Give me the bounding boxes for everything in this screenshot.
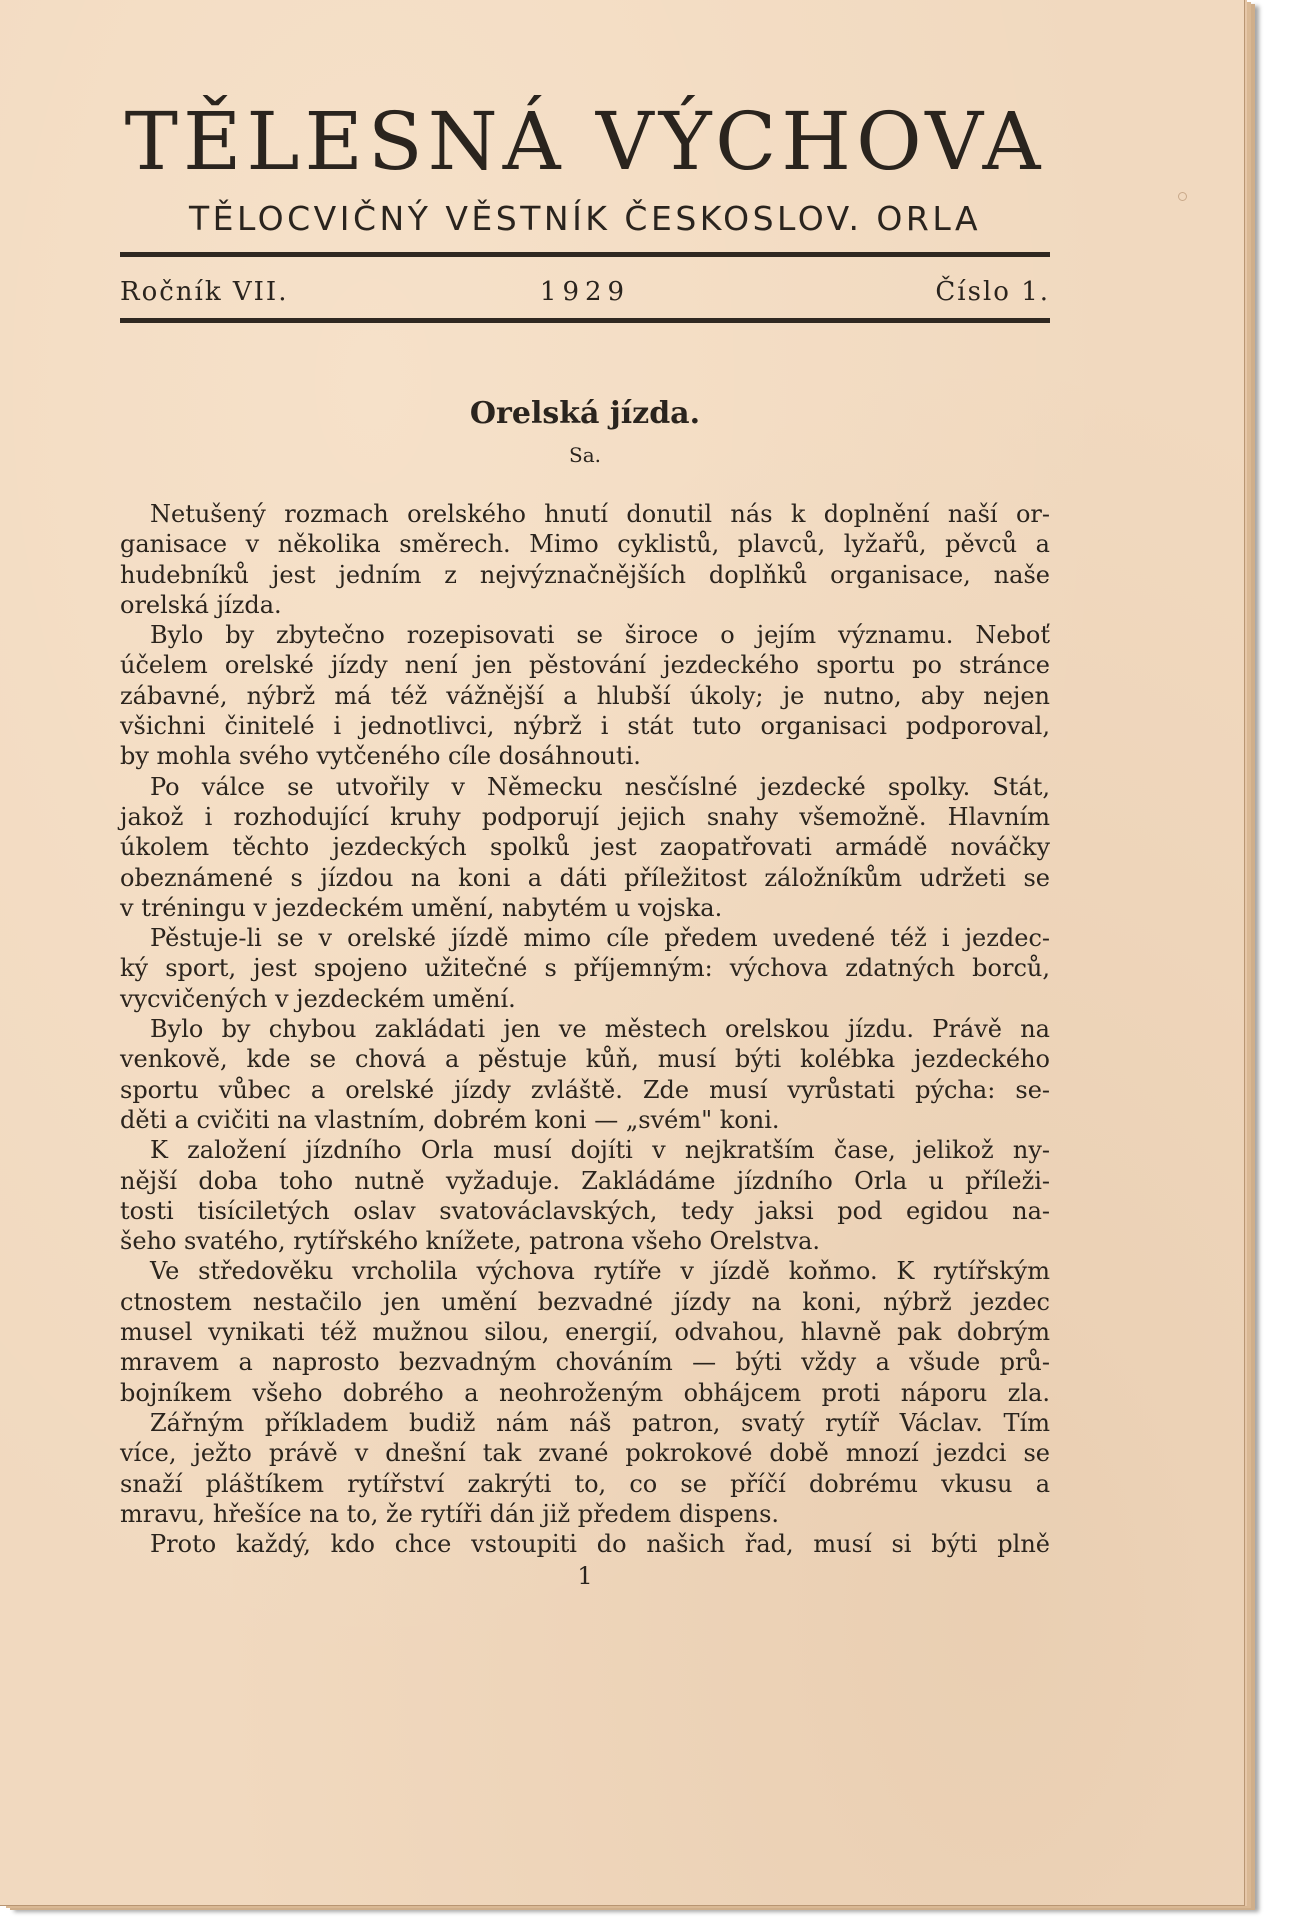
body-line: více, ježto právě v dnešní tak zvané pokrokové době mnozí jezdci se bbox=[120, 1439, 1050, 1468]
masthead-subtitle: TĚLOCVIČNÝ VĚSTNÍK ČESKOSLOV. ORLA bbox=[188, 199, 982, 238]
body-line: sportu vůbec a orelské jízdy zvláště. Zde musí vyrůstati pýcha: se- bbox=[120, 1075, 1050, 1104]
issue-year: 1929 bbox=[539, 277, 631, 307]
body-line: účelem orelské jízdy není jen pěstování jezdeckého sportu po stránce bbox=[120, 651, 1050, 680]
body-line: K založení jízdního Orla musí dojíti v nejkratším čase, jelikož ny- bbox=[150, 1136, 1050, 1165]
article-title: Orelská jízda. bbox=[469, 396, 701, 431]
body-line: Pěstuje-li se v orelské jízdě mimo cíle předem uvedené též i jezdec- bbox=[150, 924, 1050, 953]
body-line: by mohla svého vytčeného cíle dosáhnouti. bbox=[120, 742, 641, 771]
punch-hole-mark bbox=[1178, 192, 1187, 201]
masthead-title: TĚLESNÁ VÝCHOVA bbox=[124, 95, 1046, 188]
body-line: Bylo by chybou zakládati jen ve městech orelskou jízdu. Právě na bbox=[150, 1015, 1050, 1044]
body-line: orelská jízda. bbox=[120, 590, 282, 619]
body-line: Po válce se utvořily v Německu nesčíslné jezdecké spolky. Stát, bbox=[150, 772, 1050, 801]
body-line: ctnostem nestačilo jen umění bezvadné jízdy na koni, nýbrž jezdec bbox=[120, 1287, 1050, 1316]
body-line: mravu, hřešíce na to, že rytíři dán již předem dispens. bbox=[120, 1499, 780, 1528]
issue-number: Číslo 1. bbox=[935, 277, 1050, 307]
body-line: v tréningu v jezdeckém umění, nabytém u vojska. bbox=[120, 893, 723, 922]
body-line: ký sport, jest spojeno užitečné s příjemným: výchova zdatných borců, bbox=[120, 954, 1050, 983]
body-line: venkově, kde se chová a pěstuje kůň, musí býti kolébka jezdeckého bbox=[120, 1045, 1050, 1074]
body-line: Netušený rozmach orelského hnutí donutil nás k doplnění naší or- bbox=[150, 500, 1050, 528]
body-line: děti a cvičiti na vlastním, dobrém koni — „svém" koni. bbox=[120, 1105, 780, 1134]
body-line: všichni činitelé i jednotlivci, nýbrž i stát tuto organisaci podporoval, bbox=[120, 712, 1050, 741]
masthead-rule-bottom bbox=[120, 318, 1050, 323]
body-line: obeznámené s jízdou na koni a dáti příležitost záložníkům udržeti se bbox=[120, 863, 1050, 892]
body-line: vycvičených v jezdeckém umění. bbox=[120, 984, 516, 1013]
body-line: nější doba toho nutně vyžaduje. Zakládáme jízdního Orla u příleži- bbox=[120, 1166, 1050, 1195]
issue-volume: Ročník VII. bbox=[120, 277, 289, 307]
body-line: Proto každý, kdo chce vstoupiti do našich řad, musí si býti plně bbox=[150, 1530, 1050, 1559]
body-line: tosti tisíciletých oslav svatováclavských, tedy jaksi pod egidou na- bbox=[120, 1196, 1050, 1225]
body-line: mravem a naprosto bezvadným chováním — býti vždy a všude prů- bbox=[120, 1348, 1050, 1377]
body-line: snaží pláštíkem rytířství zakrýti to, co se příčí dobrému vkusu a bbox=[120, 1469, 1050, 1498]
body-line: musel vynikati též mužnou silou, energií, odvahou, hlavně pak dobrým bbox=[120, 1318, 1050, 1347]
body-line: ganisace v několika směrech. Mimo cyklistů, plavců, lyžařů, pěvců a bbox=[120, 530, 1050, 559]
body-line: Zářným příkladem budiž nám náš patron, svatý rytíř Václav. Tím bbox=[150, 1408, 1050, 1437]
page-number: 1 bbox=[577, 1562, 593, 1590]
body-line: úkolem těchto jezdeckých spolků jest zaopatřovati armádě nováčky bbox=[120, 833, 1050, 862]
issue-info-row bbox=[120, 270, 1050, 314]
masthead-rule-top bbox=[120, 252, 1050, 257]
body-line: bojníkem všeho dobrého a neohroženým obhájcem proti náporu zla. bbox=[120, 1378, 1050, 1407]
body-line: Bylo by zbytečno rozepisovati se široce o jejím významu. Neboť bbox=[150, 621, 1050, 650]
article-author: Sa. bbox=[569, 443, 601, 467]
body-line: zábavné, nýbrž má též vážnější a hlubší úkoly; je nutno, aby nejen bbox=[120, 681, 1050, 710]
body-line: hudebníků jest jedním z nejvýznačnějších doplňků organisace, naše bbox=[120, 560, 1050, 589]
body-line: šeho svatého, rytířského knížete, patrona všeho Orelstva. bbox=[120, 1227, 821, 1256]
body-line: jakož i rozhodující kruhy podporují jejich snahy všemožně. Hlavním bbox=[120, 802, 1050, 831]
article-body bbox=[120, 499, 1050, 1559]
body-line: Ve středověku vrcholila výchova rytíře v jízdě koňmo. K rytířským bbox=[150, 1257, 1050, 1286]
